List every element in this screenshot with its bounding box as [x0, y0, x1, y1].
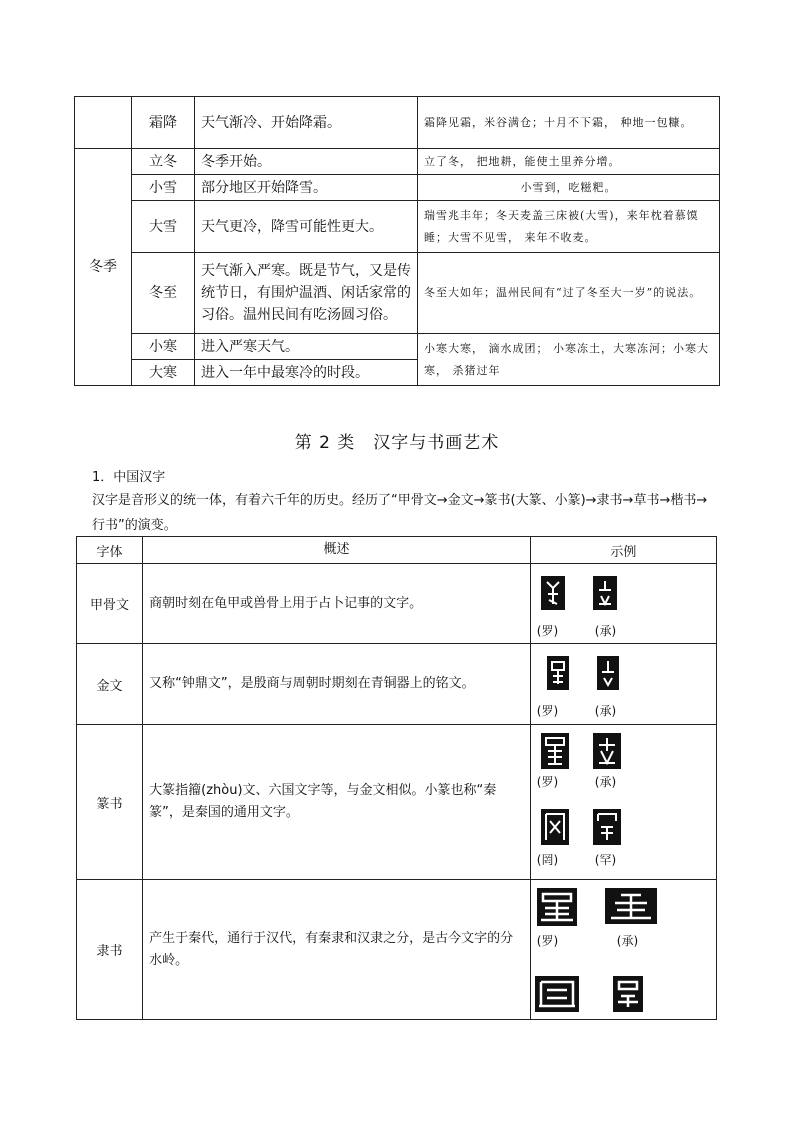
- script-name: 金文: [77, 644, 143, 725]
- example-caption: (罔): [536, 853, 559, 867]
- desc-cell: 天气更冷，降雪可能性更大。: [195, 201, 418, 253]
- examples-cell: [530, 880, 716, 1020]
- bronze-luo-glyph-image: [547, 656, 569, 690]
- examples-cell: [530, 725, 716, 880]
- table-row: [75, 149, 720, 175]
- term-cell: 大寒: [132, 360, 195, 386]
- script-desc: 又称“钟鼎文”，是殷商与周朝时期刻在青铜器上的铭文。: [143, 644, 531, 725]
- desc-cell: 冬季开始。: [195, 149, 418, 175]
- example-caption: (承): [594, 775, 617, 789]
- script-desc: 大篆指籀(zhòu)文、六国文字等，与金文相似。小篆也称“秦篆”，是秦国的通用文字。: [143, 725, 531, 880]
- oracle-luo-glyph-image: [541, 576, 565, 610]
- section-title: 第 2 类 汉字与书画艺术: [294, 433, 500, 453]
- table-row: [75, 201, 720, 253]
- intro-paragraph: 汉字是音形义的统一体，有着六千年的历史。经历了“甲骨文→金文→篆书(大篆、小篆)→隶书→草书→楷书→行书”的演变。: [92, 493, 708, 533]
- table-row: [75, 334, 720, 360]
- table-row: [75, 253, 720, 334]
- saying-cell: 冬至大如年；温州民间有“过了冬至大一岁”的说法。: [418, 253, 720, 334]
- clerical-wang-glyph-image: [535, 976, 579, 1012]
- term-cell: 大雪: [132, 201, 195, 253]
- clerical-han-glyph-image: [613, 976, 643, 1012]
- saying-cell: 小寒大寒， 滴水成团； 小寒冻土，大寒冻河；小寒大寒， 杀猪过年: [418, 334, 720, 386]
- desc-cell: 进入一年中最寒冷的时段。: [195, 360, 418, 386]
- saying-cell: 霜降见霜，米谷满仓；十月不下霜， 种地一包糠。: [418, 97, 720, 149]
- desc-cell: 部分地区开始降雪。: [195, 175, 418, 201]
- examples-cell: [530, 564, 716, 644]
- header-cell: 概述: [143, 537, 531, 564]
- example-caption: (承): [594, 704, 617, 718]
- seal-wang-glyph-image: [541, 809, 569, 845]
- oracle-cheng-glyph-image: [593, 576, 617, 610]
- season-cell: [75, 97, 132, 149]
- script-name: 隶书: [77, 880, 143, 1020]
- example-caption: (罗): [536, 775, 559, 789]
- seal-han-glyph-image: [593, 809, 621, 845]
- seal-cheng-glyph-image: [593, 733, 621, 769]
- season-cell: 冬季: [75, 149, 132, 386]
- script-name: 甲骨文: [77, 564, 143, 644]
- script-name: 篆书: [77, 725, 143, 880]
- example-caption: (罗): [536, 934, 559, 948]
- examples-cell: [530, 644, 716, 725]
- saying-cell: 立了冬， 把地耕，能使土里养分增。: [418, 149, 720, 175]
- desc-cell: 进入严寒天气。: [195, 334, 418, 360]
- bronze-cheng-glyph-image: [597, 656, 619, 690]
- example-caption: (罗): [536, 624, 559, 638]
- header-cell: 示例: [530, 537, 716, 564]
- saying-cell: 小雪到，吃糍粑。: [418, 175, 720, 201]
- term-cell: 小寒: [132, 334, 195, 360]
- desc-cell: 天气渐入严寒。既是节气，又是传统节日，有围炉温酒、闲话家常的习俗。温州民间有吃汤圆习俗。: [195, 253, 418, 334]
- term-cell: 小雪: [132, 175, 195, 201]
- table-row: [77, 644, 717, 725]
- term-cell: 霜降: [132, 97, 195, 149]
- table-row: [77, 564, 717, 644]
- term-cell: 立冬: [132, 149, 195, 175]
- script-table: [76, 536, 717, 1020]
- subheading: 1．中国汉字: [92, 470, 166, 485]
- example-caption: (承): [594, 624, 617, 638]
- header-cell: 字体: [77, 537, 143, 564]
- example-caption: (罗): [536, 704, 559, 718]
- example-caption: (罕): [594, 853, 617, 867]
- script-desc: 商朝时刻在龟甲或兽骨上用于占卜记事的文字。: [143, 564, 531, 644]
- table-row: [75, 175, 720, 201]
- table-row: [75, 97, 720, 149]
- example-caption: (承): [616, 934, 639, 948]
- clerical-luo-glyph-image: [537, 888, 577, 926]
- seal-luo-glyph-image: [541, 733, 569, 769]
- clerical-cheng-glyph-image: [605, 888, 657, 924]
- saying-cell: 瑞雪兆丰年；冬天麦盖三床被(大雪)，来年枕着慕馍睡；大雪不见雪， 来年不收麦。: [418, 201, 720, 253]
- desc-cell: 天气渐冷、开始降霜。: [195, 97, 418, 149]
- term-cell: 冬至: [132, 253, 195, 334]
- solar-terms-table: [74, 96, 720, 386]
- table-header-row: [77, 537, 717, 564]
- table-row: [77, 725, 717, 880]
- script-desc: 产生于秦代，通行于汉代，有秦隶和汉隶之分，是古今文字的分水岭。: [143, 880, 531, 1020]
- table-row: [77, 880, 717, 1020]
